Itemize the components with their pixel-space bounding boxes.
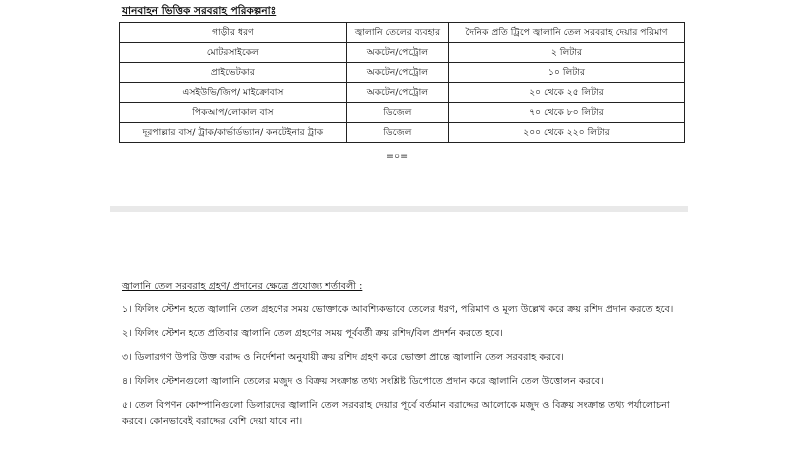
condition-item: ২। ফিলিং স্টেশন হতে প্রতিবার জ্বালানি তেল গ্রহণের সময় পূর্ববর্তী ক্রয় রশিদ/বিল প্রদর্শন করতে হবে। — [122, 328, 503, 339]
cell-amount: ২ লিটার — [449, 43, 685, 63]
cell-amount: ১০ লিটার — [449, 63, 685, 83]
cell-amount: ২০০ থেকে ২২০ লিটার — [449, 123, 685, 143]
vehicle-supply-table — [119, 22, 685, 143]
header-daily-amount: দৈনিক প্রতি ট্রিপে জ্বালানি তেল সরবরাহ দেয়ার পরিমাণ — [449, 23, 685, 43]
condition-item: ১। ফিলিং স্টেশন হতে জ্বালানি তেল গ্রহণের সময় ভোক্তাকে আবশ্যিকভাবে তেলের ধরণ, পরিমাণ ও মূল্য উল্লেখ করে ক্রয় রশিদ প্রদান করতে হবে। — [122, 304, 674, 315]
table-header-row — [120, 23, 685, 43]
table-row — [120, 43, 685, 63]
cell-vehicle-type: দূরপাল্লার বাস/ ট্রাক/কার্ভার্ডভ্যান/ কনটেইনার ট্রাক — [120, 123, 347, 143]
condition-item: ৪। ফিলিং স্টেশনগুলো জ্বালানি তেলের মজুদ ও বিক্রয় সংক্রান্ত তথ্য সংশ্লিষ্ট ডিপোতে প্রদান করে জ্বালানি তেল উত্তোলন করবে। — [122, 376, 604, 387]
cell-vehicle-type: পিকআপ/লোকাল বাস — [120, 103, 347, 123]
vehicle-section-title: যানবাহন ভিত্তিক সরবরাহ পরিকল্পনাঃ — [122, 5, 277, 17]
cell-fuel-type: অকটেন/পেট্রোল — [346, 83, 448, 103]
cell-amount: ২০ থেকে ২৫ লিটার — [449, 83, 685, 103]
header-vehicle-type: গাড়ীর ধরণ — [120, 23, 347, 43]
condition-item: ৫। তেল বিপণন কোম্পানিগুলো ডিলারদের জ্বালানি তেল সরবরাহ দেয়ার পূর্বে বর্তমান বরাদ্দের আলোকে মজুদ ও বিক্রয় সংক্রান্ত তথ্য পর্যালোচনা করবে। কোনভাবেই বরাদ্দের বেশি দেয়া যাবে না। — [122, 400, 670, 427]
section-end-mark: =০= — [386, 151, 409, 162]
header-fuel-usage: জ্বালানি তেলের ব্যবহার — [346, 23, 448, 43]
conditions-title: জ্বালানি তেল সরবরাহ গ্রহণ/ প্রদানের ক্ষেত্রে প্রযোজ্য শর্তাবলী : — [122, 281, 363, 292]
cell-fuel-type: অকটেন/পেট্রোল — [346, 43, 448, 63]
cell-fuel-type: ডিজেল — [346, 103, 448, 123]
table-row — [120, 83, 685, 103]
page-break-divider — [110, 206, 688, 212]
cell-fuel-type: ডিজেল — [346, 123, 448, 143]
cell-vehicle-type: এসইউভি/জিপ/ মাইক্রোবাস — [120, 83, 347, 103]
cell-fuel-type: অকটেন/পেট্রোল — [346, 63, 448, 83]
cell-vehicle-type: মোটরসাইকেল — [120, 43, 347, 63]
conditions-list — [122, 302, 682, 438]
table-row — [120, 63, 685, 83]
condition-item: ৩। ডিলারগণ উপরি উক্ত বরাদ্দ ও নির্দেশনা অনুযায়ী ক্রয় রশিদ গ্রহণ করে ভোক্তা প্রান্তে জ্বালানি তেল সরবরাহ করবে। — [122, 352, 564, 363]
table-row — [120, 123, 685, 143]
cell-amount: ৭০ থেকে ৮০ লিটার — [449, 103, 685, 123]
table-row — [120, 103, 685, 123]
cell-vehicle-type: প্রাইভেটকার — [120, 63, 347, 83]
